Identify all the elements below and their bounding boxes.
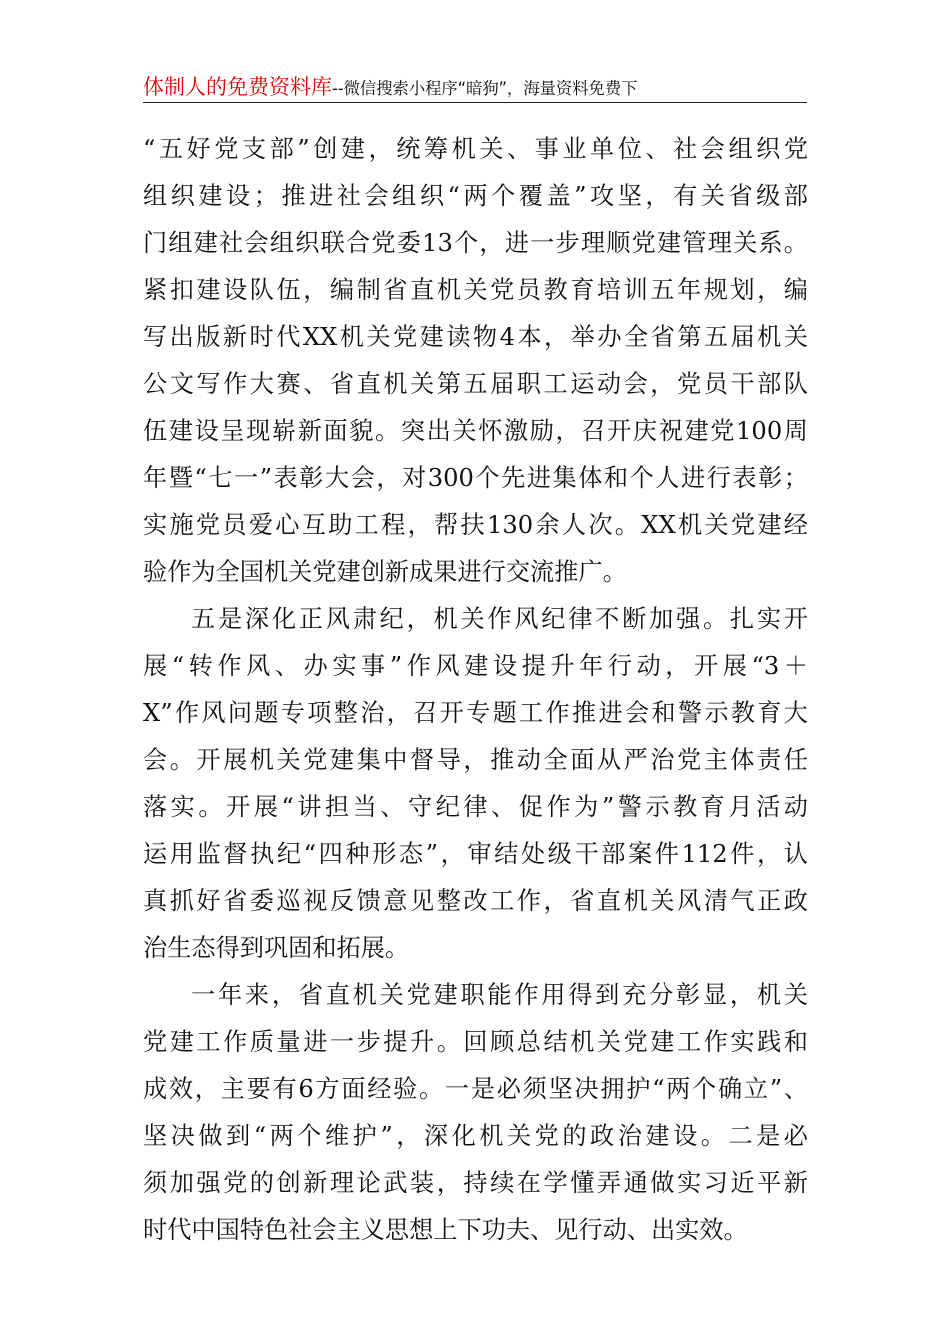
text-line: 党建工作质量进一步提升。回顾总结机关党建工作实践和 [143, 1028, 808, 1056]
text-line: 运用监督执纪“四种形态”，审结处级干部案件112件，认 [143, 840, 808, 868]
document-body [143, 126, 808, 1254]
text-line: 时代中国特色社会主义思想上下功夫、见行动、出实效。 [143, 1216, 748, 1244]
text-line: 紧扣建设队伍，编制省直机关党员教育培训五年规划，编 [143, 276, 808, 304]
text-line: 须加强党的创新理论武装，持续在学懂弄通做实习近平新 [143, 1169, 808, 1197]
text-line: 展“转作风、办实事”作风建设提升年行动，开展“3＋ [143, 652, 808, 680]
text-line: 实施党员爱心互助工程，帮扶130余人次。XX机关党建经 [143, 511, 808, 539]
paragraph-start-line: 五是深化正风肃纪，机关作风纪律不断加强。扎实开 [191, 605, 808, 633]
text-line: 验作为全国机关党建创新成果进行交流推广。 [143, 558, 627, 586]
text-line: X”作风问题专项整治，召开专题工作推进会和警示教育大 [143, 699, 808, 727]
text-line: 成效，主要有6方面经验。一是必须坚决拥护“两个确立”、 [143, 1075, 808, 1103]
text-line: “五好党支部”创建，统筹机关、事业单位、社会组织党 [143, 135, 808, 163]
header-brand: 体制人的免费资料库 [143, 75, 332, 99]
text-line: 门组建社会组织联合党委13个，进一步理顺党建管理关系。 [143, 229, 808, 257]
paragraph-start-line: 一年来，省直机关党建职能作用得到充分彰显，机关 [191, 981, 808, 1009]
text-line: 组织建设；推进社会组织“两个覆盖”攻坚，有关省级部 [143, 182, 808, 210]
text-line: 写出版新时代XX机关党建读物4本，举办全省第五届机关 [143, 323, 808, 351]
text-line: 公文写作大赛、省直机关第五届职工运动会，党员干部队 [143, 370, 808, 398]
text-line: 治生态得到巩固和拓展。 [143, 934, 410, 962]
text-line: 伍建设呈现崭新面貌。突出关怀激励，召开庆祝建党100周 [143, 417, 808, 445]
page-header [143, 74, 807, 103]
header-slogan: --微信搜索小程序“暗狗”，海量资料免费下 [332, 79, 638, 98]
text-line: 年暨“七一”表彰大会，对300个先进集体和个人进行表彰； [143, 464, 808, 492]
text-line: 落实。开展“讲担当、守纪律、促作为”警示教育月活动 [143, 793, 808, 821]
text-line: 坚决做到“两个维护”，深化机关党的政治建设。二是必 [143, 1122, 808, 1150]
text-line: 会。开展机关党建集中督导，推动全面从严治党主体责任 [143, 746, 808, 774]
text-line: 真抓好省委巡视反馈意见整改工作，省直机关风清气正政 [143, 887, 808, 915]
